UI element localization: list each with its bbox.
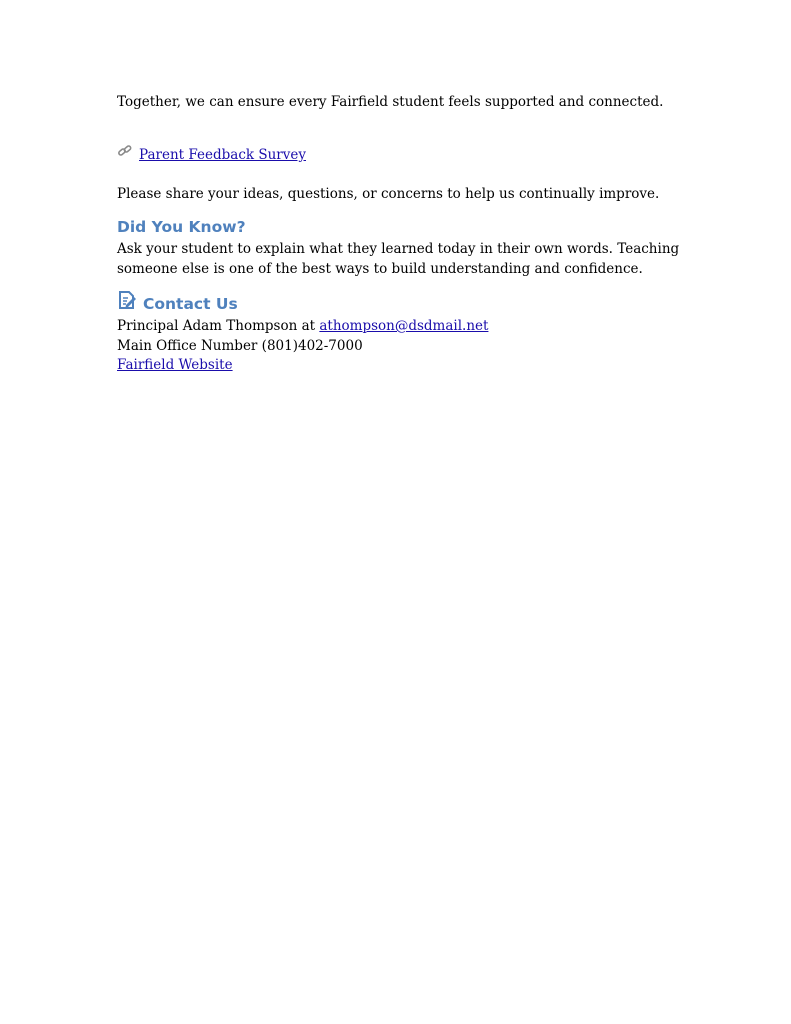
principal-prefix: Principal Adam Thompson at	[117, 318, 316, 334]
fairfield-website-link[interactable]: Fairfield Website	[117, 357, 233, 373]
did-you-know-heading: Did You Know?	[117, 218, 246, 236]
contact-website-line	[117, 355, 697, 375]
contact-heading-row	[117, 294, 238, 315]
contact-principal-line	[117, 316, 697, 336]
did-you-know-text: Ask your student to explain what they learned today in their own words. Teaching someone else is one of the best ways to build understanding and confidence.	[117, 241, 680, 277]
link-icon	[117, 144, 133, 164]
intro-paragraph	[117, 92, 697, 112]
principal-email-link[interactable]: athompson@dsdmail.net	[319, 318, 489, 334]
parent-feedback-survey-link[interactable]: Parent Feedback Survey	[139, 147, 306, 163]
survey-description	[117, 184, 697, 204]
office-number-text: Main Office Number (801)402-7000	[117, 338, 363, 354]
survey-description-text: Please share your ideas, questions, or concerns to help us continually improve.	[117, 186, 660, 202]
did-you-know-paragraph	[117, 239, 687, 279]
contact-office-line	[117, 336, 697, 356]
edit-document-icon	[117, 290, 137, 315]
intro-text: Together, we can ensure every Fairfield student feels supported and connected.	[117, 94, 664, 110]
survey-link-row	[117, 145, 697, 165]
contact-heading: Contact Us	[143, 295, 238, 313]
